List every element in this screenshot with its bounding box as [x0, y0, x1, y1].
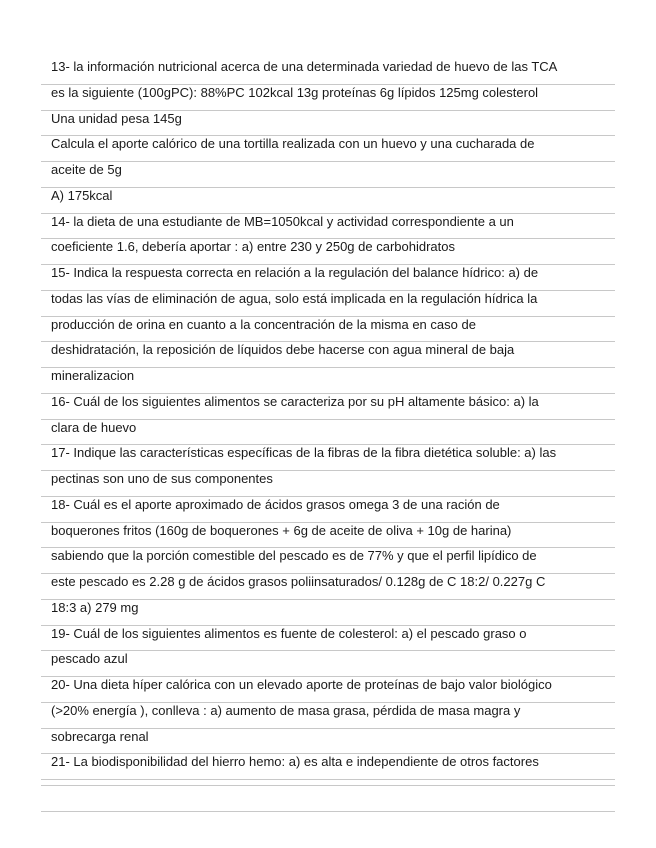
text-line-content: A) 175kcal [51, 187, 113, 203]
text-line-content: clara de huevo [51, 419, 137, 435]
text-line [41, 497, 615, 523]
text-line [41, 600, 615, 626]
text-line-content: 21- La biodisponibilidad del hierro hemo: a) es alta e independiente de otros factores [51, 754, 539, 770]
text-line-content: 15- Indica la respuesta correcta en relación a la regulación del balance hídrico: a) de [51, 265, 539, 280]
text-line-content: Una unidad pesa 145g [51, 110, 182, 126]
text-line-content: mineralizacion [51, 368, 135, 383]
text-line-content: boquerones fritos (160g de boquerones + 6g de aceite de oliva + 10g de harina) [51, 522, 512, 538]
text-line [41, 471, 615, 497]
text-line [41, 523, 615, 549]
text-line-content: 20- Una dieta híper calórica con un elevado aporte de proteínas de bajo valor biológico [51, 677, 552, 692]
text-line [41, 317, 615, 343]
text-line-content: 16- Cuál de los siguientes alimentos se caracteriza por su pH altamente básico: a) la [51, 393, 539, 409]
text-line-content: aceite de 5g [51, 162, 122, 177]
text-line [41, 626, 615, 652]
text-line [41, 136, 615, 162]
text-line [41, 445, 615, 471]
text-line [41, 548, 615, 574]
blank-ruled-line [41, 785, 615, 786]
text-line [41, 162, 615, 188]
text-line [41, 111, 615, 137]
text-line [41, 239, 615, 265]
text-line [41, 368, 615, 394]
text-line-content: este pescado es 2.28 g de ácidos grasos poliinsaturados/ 0.128g de C 18:2/ 0.227g C [51, 574, 546, 589]
blank-ruled-line [41, 811, 615, 812]
text-line-content: 13- la información nutricional acerca de una determinada variedad de huevo de las TCA [51, 59, 558, 74]
text-line-content: 17- Indique las características específicas de la fibras de la fibra dietética soluble: a) las [51, 445, 557, 461]
text-line-content: 18:3 a) 279 mg [51, 599, 139, 615]
text-line [41, 754, 615, 780]
text-line [41, 703, 615, 729]
text-line-content: producción de orina en cuanto a la concentración de la misma en caso de [51, 316, 476, 332]
text-line [41, 291, 615, 317]
text-line-content: 14- la dieta de una estudiante de MB=1050kcal y actividad correspondiente a un [51, 213, 514, 229]
text-line [41, 729, 615, 755]
text-line-content: pectinas son uno de sus componentes [51, 471, 273, 486]
text-line [41, 420, 615, 446]
text-line [41, 574, 615, 600]
text-line [41, 188, 615, 214]
text-line [41, 651, 615, 677]
text-line [41, 265, 615, 291]
text-line-content: es la siguiente (100gPC): 88%PC 102kcal 13g proteínas 6g lípidos 125mg colesterol [51, 84, 539, 100]
text-line [41, 342, 615, 368]
text-line-content: sobrecarga renal [51, 728, 149, 744]
text-line [41, 394, 615, 420]
text-line [41, 214, 615, 240]
text-line [41, 59, 615, 85]
text-line-content: (>20% energía ), conlleva : a) aumento de masa grasa, pérdida de masa magra y [51, 702, 521, 718]
text-line-content: sabiendo que la porción comestible del pescado es de 77% y que el perfil lipídico de [51, 548, 537, 564]
text-line-content: Calcula el aporte calórico de una tortilla realizada con un huevo y una cucharada de [51, 136, 535, 152]
text-line-content: 18- Cuál es el aporte aproximado de ácidos grasos omega 3 de una ración de [51, 496, 500, 512]
text-line-content: coeficiente 1.6, debería aportar : a) entre 230 y 250g de carbohidratos [51, 239, 455, 255]
text-line [41, 85, 615, 111]
text-line-content: 19- Cuál de los siguientes alimentos es fuente de colesterol: a) el pescado graso o [51, 625, 527, 641]
text-line-content: deshidratación, la reposición de líquidos debe hacerse con agua mineral de baja [51, 342, 515, 358]
text-line-content: pescado azul [51, 651, 128, 667]
text-line-content: todas las vías de eliminación de agua, solo está implicada en la regulación hídrica la [51, 290, 538, 306]
text-line [41, 677, 615, 703]
